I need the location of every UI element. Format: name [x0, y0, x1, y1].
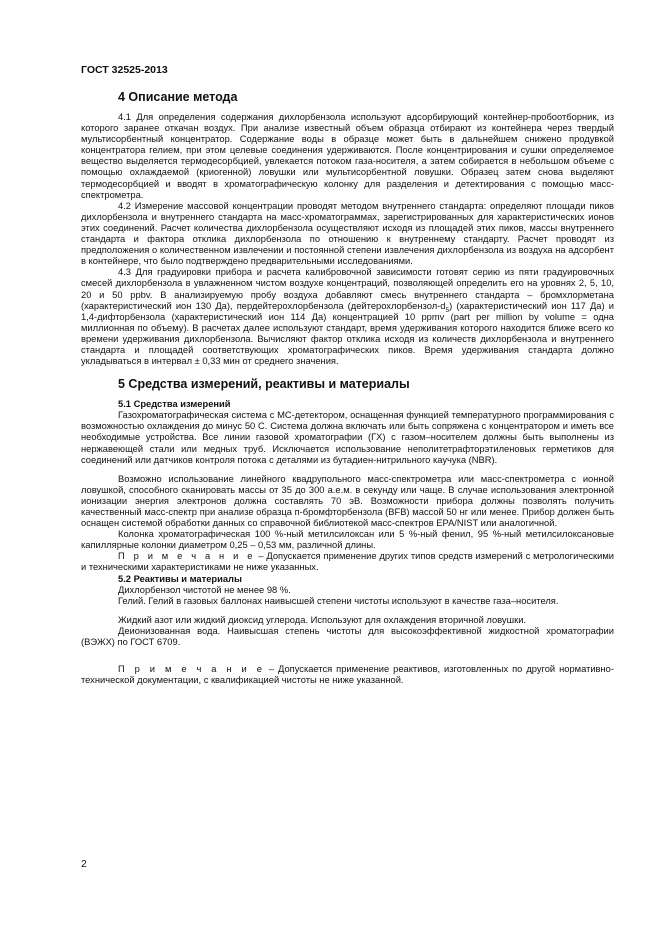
note-label: П р и м е ч а н и е [118, 664, 265, 675]
page-number: 2 [81, 858, 87, 870]
paragraph-4-3-part-a: 4.3 Для градуировки прибора и расчета калибровочной зависимости готовят серию из пяти градуировочных смесей дихлорбензола в увлажненном чистом воздухе концентраций, позволяющей определить его на уровнях 2, 5, 10, 20 и 50 ppbv. В анализируемую пробу воздуха добавляют смесь внутреннего стандарта – бромхлорметана (характеристический ион 130 Да), пердейтерохлорбензола (дейтерохлорбензол-d [81, 267, 614, 311]
paragraph-4-2: 4.2 Измерение массовой концентрации проводят методом внутреннего стандарта: определяют площади пиков дихлорбензола и внутреннего стандарта на масс-хроматограммах, зарегистрированных для характеристических ионов этих соединений. Расчет количества дихлорбензола осуществляют исходя из площадей этих пиков, массы внутреннего стандарта и фактора отклика дихлорбензола по отношению к внутреннему стандарту. Расчет проводят из предположения о количественном извлечении и постоянной степени извлечения дихлорбензола из воздуха на адсорбент в контейнере, что было подтверждено предварительными исследованиями. [81, 200, 614, 267]
note-text: – Допускается применение других типов средств измерений с метрологическими и техническими характеристиками не ниже указанных. [81, 551, 614, 573]
page-content [81, 90, 614, 686]
paragraph-5-1-mass-spectrometer: Возможно использование линейного квадрупольного масс-спектрометра или масс-спектрометра с ионной ловушкой, способного сканировать массы от 35 до 300 а.е.м. в секунду или чаще. В случае использования электронной ионизации энергия электронов должна составлять 70 эВ. Возможности прибора должны позволять получить качественный масс-спектр при анализе образца п-бромфторбензола (BFB) массой 50 нг или менее. Прибор должен быть оснащен системой обработки данных со справочной библиотекой масс-спектров EPA/NIST или аналогичной. [81, 473, 614, 529]
paragraph-5-2-liquid-nitrogen: Жидкий азот или жидкий диоксид углерода. Используют для охлаждения вторичной ловушки. [118, 614, 527, 625]
paragraph-5-1-column: Колонка хроматографическая 100 %-ный метилсилоксан или 5 %-ный фенил, 95 %-ный метилсилоксановые капиллярные колонки диаметром 0,25 – 0,53 мм, различной длины. [81, 529, 614, 551]
note-5-1 [81, 551, 614, 573]
subsection-5-2-title: 5.2 Реактивы и материалы [118, 573, 242, 584]
section-5-title: 5 Средства измерений, реактивы и материалы [118, 377, 410, 392]
note-5-2 [81, 664, 614, 686]
note-label: П р и м е ч а н и е [118, 551, 256, 562]
document-header: ГОСТ 32525-2013 [81, 64, 168, 76]
paragraph-5-2-helium: Гелий. Гелий в газовых баллонах наивысшей степени чистоты используют в качестве газа–носителя. [118, 595, 559, 606]
paragraph-5-2-dichlorobenzene: Дихлорбензол чистотой не менее 98 %. [118, 584, 291, 595]
subscript-d5: 5 [445, 306, 450, 314]
paragraph-4-3 [81, 267, 614, 367]
section-4-title: 4 Описание метода [118, 90, 238, 104]
subsection-5-1-title: 5.1 Средства измерений [118, 399, 231, 410]
paragraph-4-3-part-b: ) (характеристический ион 117 Да) и 1,4-дифторбензола (характеристический ион 114 Да) концентрацией 10 ppmv (part per million by volume = одна миллионная по объему). В расчетах далее используют стандарт, время удерживания которого находится ближе всего ко времени удерживания дихлорбензола. Вычисляют фактор отклика исходя из количеств дихлорбензола и внутреннего стандарта и площадей соответствующих хроматографических пиков. Время удерживания стандарта должно укладываться в интервал ± 0,33 мин от среднего значения. [81, 300, 614, 367]
note-text: – Допускается применение реактивов, изготовленных по другой нормативно-технической документации, с квалификацией чистоты не ниже указанной. [81, 664, 614, 686]
paragraph-5-1-gc-system: Газохроматографическая система с МС-детектором, оснащенная функцией температурного программирования с возможностью охлаждения до минус 50 С. Система должна включать или быть сопряжена с концентратором и иметь все необходимые устройства. Все линии газовой хроматографии (ГХ) с газом–носителем должны быть выполнены из нержавеющей стали или медных труб. Исключается использование неполитетрафторэтиленовых герметиков для соединений или датчиков контроля потока с деталями из бутадиен-нитрильного каучука (NBR). [81, 410, 614, 465]
paragraph-5-2-water: Деионизованная вода. Наивысшая степень чистоты для высокоэффективной жидкостной хроматографии (ВЭЖХ) по ГОСТ 6709. [81, 625, 614, 648]
paragraph-4-1: 4.1 Для определения содержания дихлорбензола используют адсорбирующий контейнер-пробоотборник, из которого заранее откачан воздух. При анализе известный объем образца отбирают из контейнера через твердый мультисорбентный концентратор. Содержание воды в образце может быть в дальнейшем снижено продувкой концентратора гелием, при этом целевые соединения удерживаются. После концентрирования и сушки определяемое вещество выделяется термодесорбцией, увлекается потоком газа-носителя, а затем собирается в небольшом объеме с помощью охлаждаемой (криогенной) ловушки или мультисорбентной ловушки. Образец затем снова выделяют термодесорбцией и вводят в хроматографическую колонку для разделения и детектирования с помощью масс-спектрометра. [81, 112, 614, 200]
